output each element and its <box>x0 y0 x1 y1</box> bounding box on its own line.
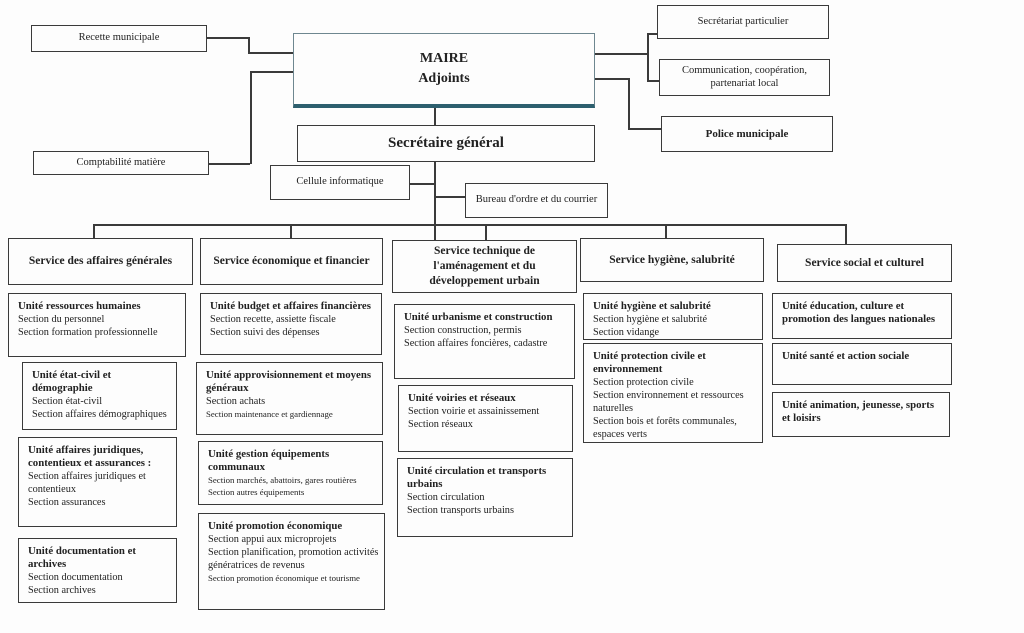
service-title: Service social et culturel <box>805 256 924 269</box>
connector-line <box>647 33 649 81</box>
box-comptabilite-matiere <box>33 151 209 175</box>
unit-title: Unité hygiène et salubrité <box>593 300 711 312</box>
unit-box <box>772 392 950 437</box>
unit-title: Unité éducation, culture et promotion des langues nationales <box>782 300 936 326</box>
box-label: Recette municipale <box>78 32 160 44</box>
section-label: Section construction, permis <box>404 325 522 337</box>
section-label: Section du personnel <box>18 314 105 326</box>
section-label: Section planification, promotion activités génératrices de revenus <box>208 547 379 571</box>
box-label: Secrétariat particulier <box>697 15 789 27</box>
section-label: Section affaires démographiques <box>32 409 167 421</box>
section-label: Section suivi des dépenses <box>210 327 320 339</box>
box-label: Bureau d'ordre et du courrier <box>475 194 598 206</box>
box-maire-adjoints <box>293 33 595 108</box>
unit-title: Unité gestion équipements communaux <box>208 448 330 474</box>
unit-box <box>772 293 952 339</box>
service-title: Service technique de l'aménagement et du développement urbain <box>429 245 540 287</box>
connector-line <box>207 37 248 39</box>
unit-box <box>22 362 177 430</box>
box-label: Secrétaire général <box>388 135 504 151</box>
connector-line <box>647 33 657 35</box>
service-title: Service hygiène, salubrité <box>609 253 735 266</box>
box-label: Comptabilité matière <box>76 156 166 168</box>
connector-line <box>647 80 659 82</box>
box-recette-municipale <box>31 25 207 52</box>
service-box-1 <box>8 238 193 285</box>
unit-title: Unité voiries et réseaux <box>408 392 516 404</box>
section-label: Section protection civile <box>593 377 694 389</box>
section-label: Section affaires juridiques et contentieux <box>28 471 146 496</box>
section-label: Section documentation <box>28 572 123 584</box>
unit-box <box>583 293 763 340</box>
unit-box <box>394 304 575 379</box>
section-label: Section assurances <box>28 497 106 509</box>
section-label: Section bois et forêts communales, espaces verts <box>593 415 737 440</box>
unit-title: Unité urbanisme et construction <box>404 311 553 323</box>
section-label: Section vidange <box>593 327 660 339</box>
connector-line <box>845 224 847 244</box>
unit-box <box>198 513 385 610</box>
service-box-4 <box>580 238 764 282</box>
box-police-municipale <box>661 116 833 152</box>
unit-box <box>18 538 177 603</box>
unit-title: Unité affaires juridiques, contentieux et assurances : <box>28 444 152 470</box>
section-label: Section circulation <box>407 492 485 504</box>
box-bureau-ordre-courrier <box>465 183 608 218</box>
unit-title: Unité budget et affaires financières <box>210 300 371 312</box>
box-communication <box>659 59 830 96</box>
section-label: Section hygiène et salubrité <box>593 314 708 326</box>
unit-title: Unité documentation et archives <box>28 545 136 571</box>
section-label: Section achats <box>206 396 266 408</box>
unit-box <box>772 343 952 385</box>
connector-line <box>248 37 250 53</box>
connector-line <box>628 128 661 130</box>
unit-title: Unité état-civil et démographie <box>32 369 112 395</box>
section-label: Section voirie et assainissement <box>408 406 540 418</box>
section-label: Section réseaux <box>408 419 473 431</box>
section-label: Section état-civil <box>32 396 103 408</box>
unit-title: Unité ressources humaines <box>18 300 141 312</box>
connector-line <box>595 53 647 55</box>
box-label: Communication, coopération, partenariat local <box>681 65 808 89</box>
section-label: Section promotion économique et tourisme <box>208 572 360 583</box>
maire-subtitle: Adjoints <box>418 71 470 86</box>
service-box-2 <box>200 238 383 285</box>
section-label: Section recette, assiette fiscale <box>210 314 336 326</box>
unit-title: Unité santé et action sociale <box>782 350 910 362</box>
box-label: Cellule informatique <box>296 176 384 188</box>
connector-line <box>93 224 845 226</box>
service-title: Service économique et financier <box>213 255 370 268</box>
connector-line <box>250 71 293 73</box>
unit-box <box>397 458 573 537</box>
section-label: Section maintenance et gardiennage <box>206 409 333 420</box>
connector-line <box>628 78 630 128</box>
section-label: Section environnement et ressources naturelles <box>593 390 744 415</box>
connector-line <box>248 52 293 54</box>
unit-title: Unité circulation et transports urbains <box>407 465 547 491</box>
unit-box <box>198 441 383 505</box>
connector-line <box>434 196 465 198</box>
section-label: Section transports urbains <box>407 505 514 517</box>
section-label: Section autres équipements <box>208 486 305 497</box>
unit-box <box>583 343 763 443</box>
section-label: Section marchés, abattoirs, gares routières <box>208 475 357 486</box>
service-title: Service des affaires générales <box>28 255 173 268</box>
service-box-5 <box>777 244 952 282</box>
connector-line <box>93 224 95 238</box>
box-secretaire-general <box>297 125 595 162</box>
connector-line <box>410 183 434 185</box>
box-cellule-informatique <box>270 165 410 200</box>
unit-title: Unité promotion économique <box>208 520 343 532</box>
section-label: Section appui aux microprojets <box>208 534 337 546</box>
connector-line <box>665 224 667 238</box>
connector-line <box>485 224 487 240</box>
box-label: Police municipale <box>705 127 789 140</box>
unit-box <box>18 437 177 527</box>
unit-title: Unité animation, jeunesse, sports et loisirs <box>782 399 935 425</box>
unit-title: Unité approvisionnement et moyens généraux <box>206 369 372 395</box>
connector-line <box>209 163 250 165</box>
box-secretariat-particulier <box>657 5 829 39</box>
service-box-3 <box>392 240 577 293</box>
section-label: Section archives <box>28 585 96 597</box>
maire-title: MAIRE <box>419 50 469 66</box>
connector-line <box>290 224 292 238</box>
unit-box <box>398 385 573 452</box>
unit-box <box>8 293 186 357</box>
unit-box <box>200 293 382 355</box>
connector-line <box>595 78 628 80</box>
connector-line <box>434 162 436 240</box>
section-label: Section affaires foncières, cadastre <box>404 338 548 350</box>
connector-line <box>250 71 252 164</box>
unit-title: Unité protection civile et environnement <box>593 350 706 376</box>
section-label: Section formation professionnelle <box>18 327 158 339</box>
connector-line <box>434 108 436 125</box>
unit-box <box>196 362 383 435</box>
